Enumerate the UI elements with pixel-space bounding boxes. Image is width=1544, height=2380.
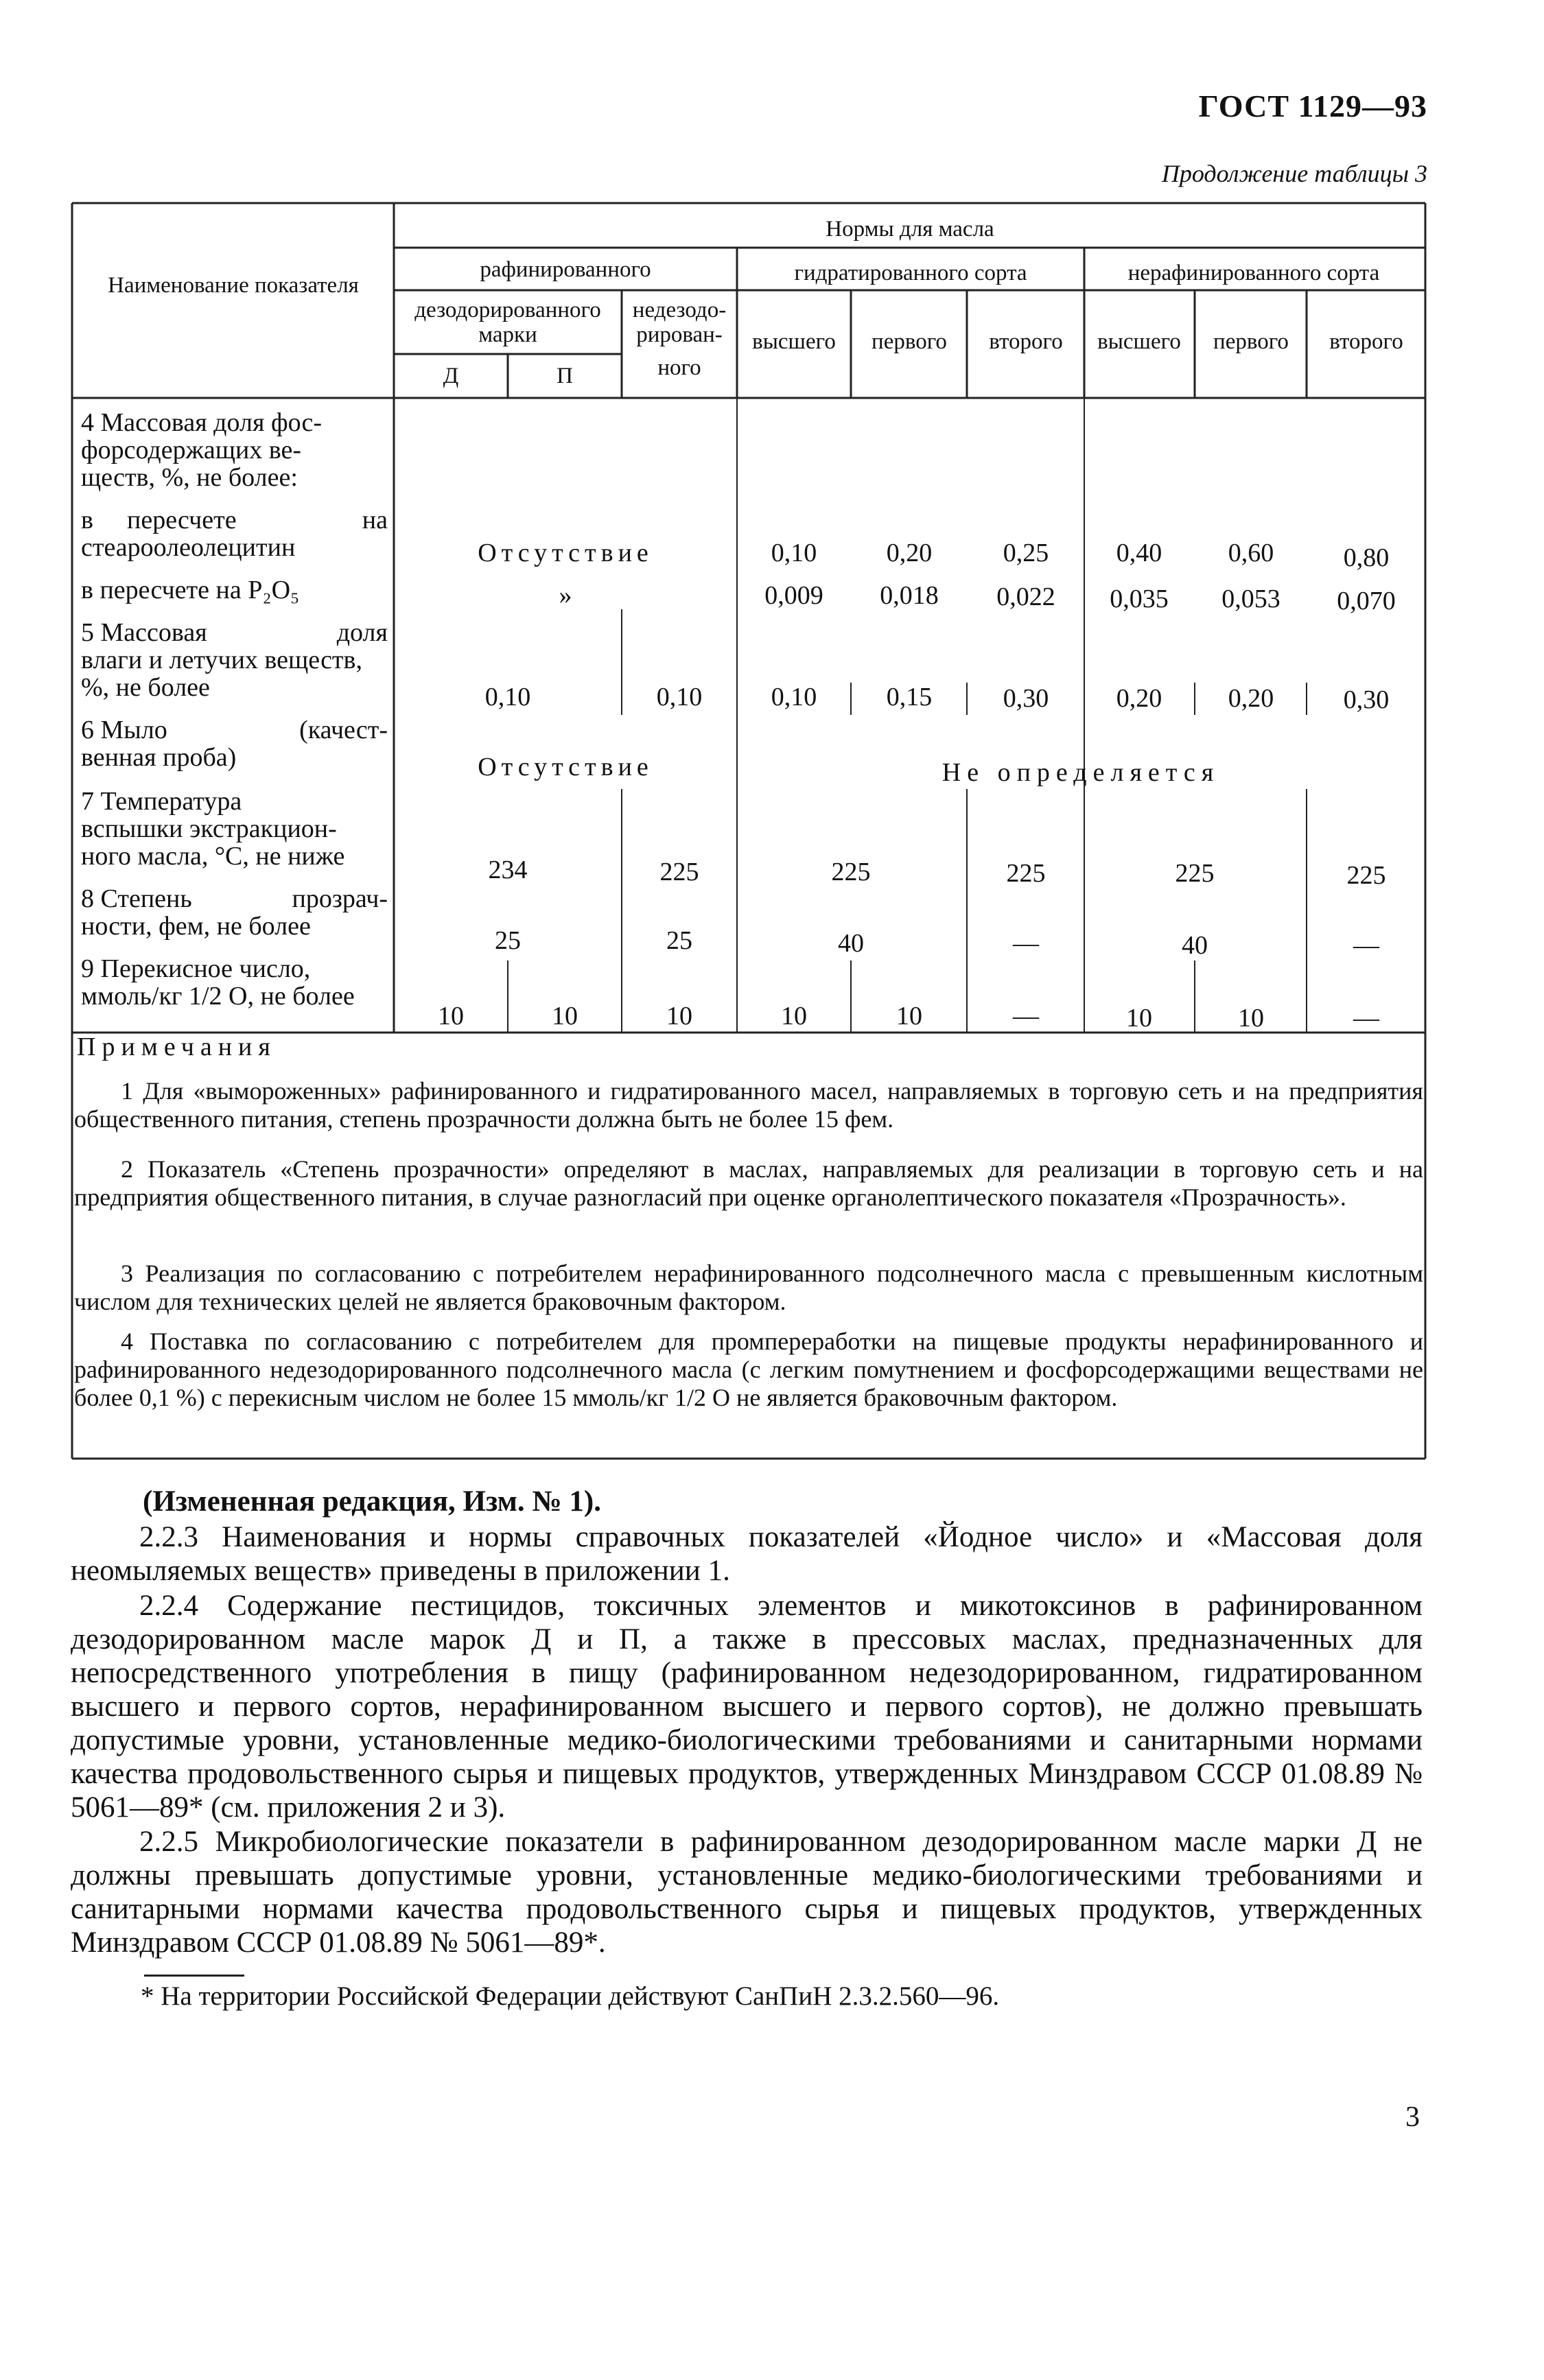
header-nondeod-2: рирован- [636, 322, 723, 347]
r4b-value: 0,022 [996, 582, 1055, 611]
table-continuation-caption: Продолжение таблицы 3 [1161, 160, 1427, 187]
row8-label-2: ности, фем, не более [81, 912, 311, 941]
r8-unr-second: — [1353, 931, 1379, 960]
header-deodorized-2: марки [478, 322, 537, 347]
r5-value: 0,10 [771, 683, 817, 711]
amendment-note: (Измененная редакция, Изм. № 1). [143, 1485, 601, 1518]
paragraph-2-2-3: 2.2.3 Наименования и нормы справочных показателей «Йодное число» и «Массовая доля неомыляемых веществ» приведены в приложении 1. [71, 1521, 1423, 1587]
r4a-value: 0,20 [886, 539, 933, 567]
r9-mark-p: 10 [552, 1002, 578, 1030]
r4b-value: 0,018 [880, 581, 939, 610]
row5-label-2: влаги и летучих веществ, [81, 646, 362, 674]
row5-label-1a: 5 Массовая [81, 618, 207, 647]
row4-label-1: 4 Массовая доля фос- [81, 408, 323, 437]
header-refined: рафинированного [480, 257, 651, 282]
note-2: 2 Показатель «Степень прозрачности» определяют в маслах, направляемых для реализации в торговую сеть и на предприятия общественного питания, в случае разногласий при оценке органолептического показателя «Прозрачность». [74, 1155, 1423, 1211]
footnote: * На территории Российской Федерации действуют СанПиН 2.3.2.560—96. [141, 1981, 1000, 2011]
row7-label-2: вспышки экстракцион- [81, 814, 337, 843]
r9-unr-first: 10 [1238, 1004, 1264, 1033]
header-nondeod-3: ного [657, 355, 701, 380]
r7-nondeodorized: 225 [659, 858, 699, 886]
r7-hyd-second: 225 [1006, 859, 1046, 888]
header-unr-first: первого [1213, 329, 1289, 354]
r5-value: 0,20 [1116, 684, 1162, 713]
row9-label-2: ммоль/кг 1/2 О, не более [81, 982, 355, 1011]
row4a-label-1b: пересчете [127, 506, 237, 534]
r9-hyd-first: 10 [896, 1002, 922, 1030]
row8-label-1b: прозрач- [292, 884, 388, 913]
r9-unr-second: — [1353, 1004, 1379, 1033]
row9-label-1: 9 Перекисное число, [81, 954, 311, 983]
header-mark-d: Д [443, 364, 459, 388]
r9-hyd-second: — [1013, 1002, 1039, 1030]
r6-refined-absent: Отсутствие [478, 753, 653, 781]
page-number: 3 [1405, 2101, 1420, 2133]
r5-value: 0,20 [1228, 684, 1274, 713]
row7-label-1: 7 Температура [81, 787, 242, 816]
r5-value: 0,30 [1343, 685, 1390, 714]
row8-label-1a: 8 Степень [81, 884, 192, 913]
r4a-refined-absent: Отсутствие [478, 539, 653, 567]
r4a-value: 0,10 [771, 539, 817, 567]
paragraph-2-2-4: 2.2.4 Содержание пестицидов, токсичных элементов и микотоксинов в рафинированном дезодорированном масле марок Д и П, а также в прессовых маслах, предназначенных для непосредственного употребления в пищу (рафинированном недезодорированном, гидратированном высшего и первого сортов, нерафинированном высшего и первого сортов), не должно превышать допустимые уровни, установленные медико-биологическими требованиями и санитарными нормами качества продовольственного сырья и пищевых продуктов, утвержденных Минздравом СССР 01.08.89 № 5061—89* (см. приложения 2 и 3). [71, 1590, 1423, 1824]
header-deodorized-1: дезодорированного [414, 298, 601, 322]
r7-deodorized: 234 [488, 856, 528, 884]
r4b-value: 0,070 [1337, 587, 1396, 615]
header-norms: Нормы для масла [826, 217, 994, 241]
row4a-label-1c: на [362, 506, 388, 534]
r8-deodorized: 25 [495, 926, 521, 955]
row4-label-2: форсодержащих ве- [81, 436, 302, 464]
r7-unr-second: 225 [1346, 861, 1386, 890]
row6-label-1b: (качест- [299, 716, 388, 744]
r6-not-determined: Не определяется [941, 758, 1220, 787]
document-id: ГОСТ 1129—93 [1198, 89, 1427, 123]
r9-unr-highest: 10 [1126, 1004, 1152, 1033]
r5-nondeodorized: 0,10 [656, 683, 703, 711]
header-name-col: Наименование показателя [108, 273, 359, 298]
r8-unr-highest-first: 40 [1182, 931, 1208, 960]
note-1: 1 Для «вымороженных» рафинированного и гидратированного масел, направляемых в торговую сеть и на предприятия общественного питания, степень прозрачности должна быть не более 15 фем. [74, 1077, 1423, 1133]
r4b-value: 0,035 [1110, 585, 1169, 613]
r4a-value: 0,40 [1116, 539, 1162, 567]
r4b-refined-ditto: » [559, 581, 572, 610]
header-unrefined: нерафинированного сорта [1127, 261, 1380, 285]
paragraph-2-2-5: 2.2.5 Микробиологические показатели в рафинированном дезодорированном масле марки Д не должны превышать допустимые уровни, установленные медико-биологическими требованиями и санитарными нормами качества продовольственного сырья и пищевых продуктов, утвержденных Минздравом СССР 01.08.89 № 5061—89*. [71, 1826, 1423, 1959]
header-hyd-highest: высшего [752, 329, 836, 354]
header-nondeod-1: недезодо- [632, 298, 727, 322]
row6-label-2: венная проба) [81, 743, 237, 772]
r9-mark-d: 10 [438, 1002, 464, 1030]
note-3: 3 Реализация по согласованию с потребителем нерафинированного подсолнечного масла с превышенным кислотным числом для технических целей не является браковочным фактором. [74, 1260, 1423, 1315]
header-hyd-second: второго [989, 329, 1063, 354]
footnote-separator [144, 1975, 244, 1977]
note-4: 4 Поставка по согласованию с потребителем для промпереработки на пищевые продукты нерафинированного и рафинированного недезодорированного подсолнечного масла (с легким помутнением и фосфорсодержащими веществами не более 0,1 %) с перекисным числом не более 15 ммоль/кг 1/2 О не является браковочным фактором. [74, 1328, 1423, 1411]
table-header [108, 217, 1403, 388]
r8-hyd-highest-first: 40 [838, 929, 864, 958]
r9-nondeodorized: 10 [666, 1002, 692, 1030]
row-labels [81, 408, 388, 1011]
row5-label-3: %, не более [81, 673, 210, 702]
row4a-label-1a: в [81, 506, 93, 534]
r5-value: 0,15 [886, 683, 933, 711]
table-values [438, 539, 1396, 1033]
r9-hyd-highest: 10 [781, 1002, 807, 1030]
row7-label-3: ного масла, °С, не ниже [81, 842, 345, 871]
r5-deodorized: 0,10 [484, 683, 531, 711]
r4a-value: 0,25 [1003, 539, 1049, 567]
r4b-value: 0,053 [1221, 585, 1280, 613]
header-hyd-first: первого [872, 329, 947, 354]
r4b-value: 0,009 [764, 581, 823, 610]
header-hydrated: гидратированного сорта [794, 261, 1027, 285]
row4a-label-2: стеароолеолецитин [81, 533, 296, 562]
r8-hyd-second: — [1013, 929, 1039, 958]
row4-label-3: ществ, %, не более: [81, 463, 298, 492]
r5-value: 0,30 [1003, 684, 1049, 713]
header-unr-second: второго [1329, 329, 1403, 354]
header-mark-p: П [557, 364, 573, 388]
header-unr-highest: высшего [1097, 329, 1181, 354]
notes-title: Примечания [77, 1033, 277, 1061]
r4a-value: 0,80 [1343, 543, 1390, 572]
r4a-value: 0,60 [1228, 539, 1274, 567]
row6-label-1a: 6 Мыло [81, 716, 167, 744]
r7-unr-highest-first: 225 [1175, 859, 1215, 888]
row4b-label: в пересчете на P₂O₅ [81, 576, 300, 604]
row5-label-1b: доля [336, 618, 388, 647]
r8-nondeodorized: 25 [666, 926, 692, 955]
r7-hyd-highest-first: 225 [831, 858, 871, 886]
